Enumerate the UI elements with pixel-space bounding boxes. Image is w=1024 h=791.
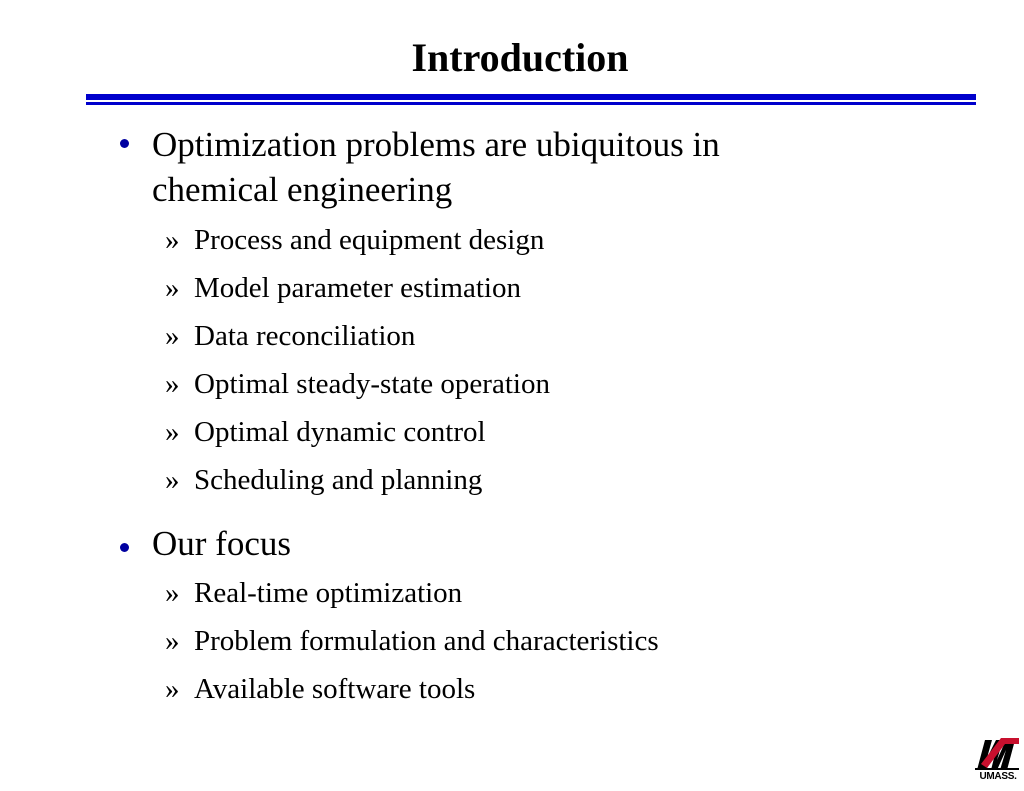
slide-title: Introduction <box>411 35 629 80</box>
sub-bullet-marker: » <box>165 272 180 304</box>
bullet-text: Our focus <box>152 524 291 563</box>
sub-bullet-marker: » <box>165 625 180 657</box>
bullet-text-line: Optimization problems are ubiquitous in <box>152 125 720 164</box>
sub-list-item <box>0 621 1024 669</box>
sub-list-item <box>0 364 1024 412</box>
umass-wordmark: UMASS. <box>979 771 1017 782</box>
title-divider-thin <box>86 102 976 105</box>
bullet-text-line: chemical engineering <box>152 170 453 209</box>
bullet-text <box>152 122 912 212</box>
sub-list-item-text: Process and equipment design <box>194 224 545 256</box>
sub-list-item-text: Problem formulation and characteristics <box>194 625 659 657</box>
umass-logo <box>975 734 1021 786</box>
sub-bullet-marker: » <box>165 577 180 609</box>
sub-bullet-marker: » <box>165 368 180 400</box>
sub-list-item <box>0 316 1024 364</box>
sub-bullet-marker: » <box>165 673 180 705</box>
title-divider <box>86 94 976 105</box>
sub-list-item-text: Real-time optimization <box>194 577 463 609</box>
sub-list-item-text: Model parameter estimation <box>194 272 521 304</box>
sub-list-item <box>0 573 1024 621</box>
umass-logo-icon <box>975 734 1021 772</box>
sub-bullet-marker: » <box>165 320 180 352</box>
bullet-dot-icon <box>120 543 129 552</box>
sub-list-item-text: Available software tools <box>194 673 476 705</box>
title-divider-thick <box>86 94 976 100</box>
sub-list-item-text: Data reconciliation <box>194 320 416 352</box>
sub-list-item <box>0 220 1024 268</box>
sub-bullet-marker: » <box>165 224 180 256</box>
bullet-dot-icon <box>120 139 129 148</box>
sub-list-item <box>0 460 1024 508</box>
sub-bullet-marker: » <box>165 416 180 448</box>
sub-list-item <box>0 412 1024 460</box>
sub-list-item <box>0 669 1024 717</box>
sub-list-item-text: Scheduling and planning <box>194 464 483 496</box>
sub-list-item-text: Optimal steady-state operation <box>194 368 550 400</box>
sub-bullet-marker: » <box>165 464 180 496</box>
sub-list-item <box>0 268 1024 316</box>
sub-list-item-text: Optimal dynamic control <box>194 416 486 448</box>
